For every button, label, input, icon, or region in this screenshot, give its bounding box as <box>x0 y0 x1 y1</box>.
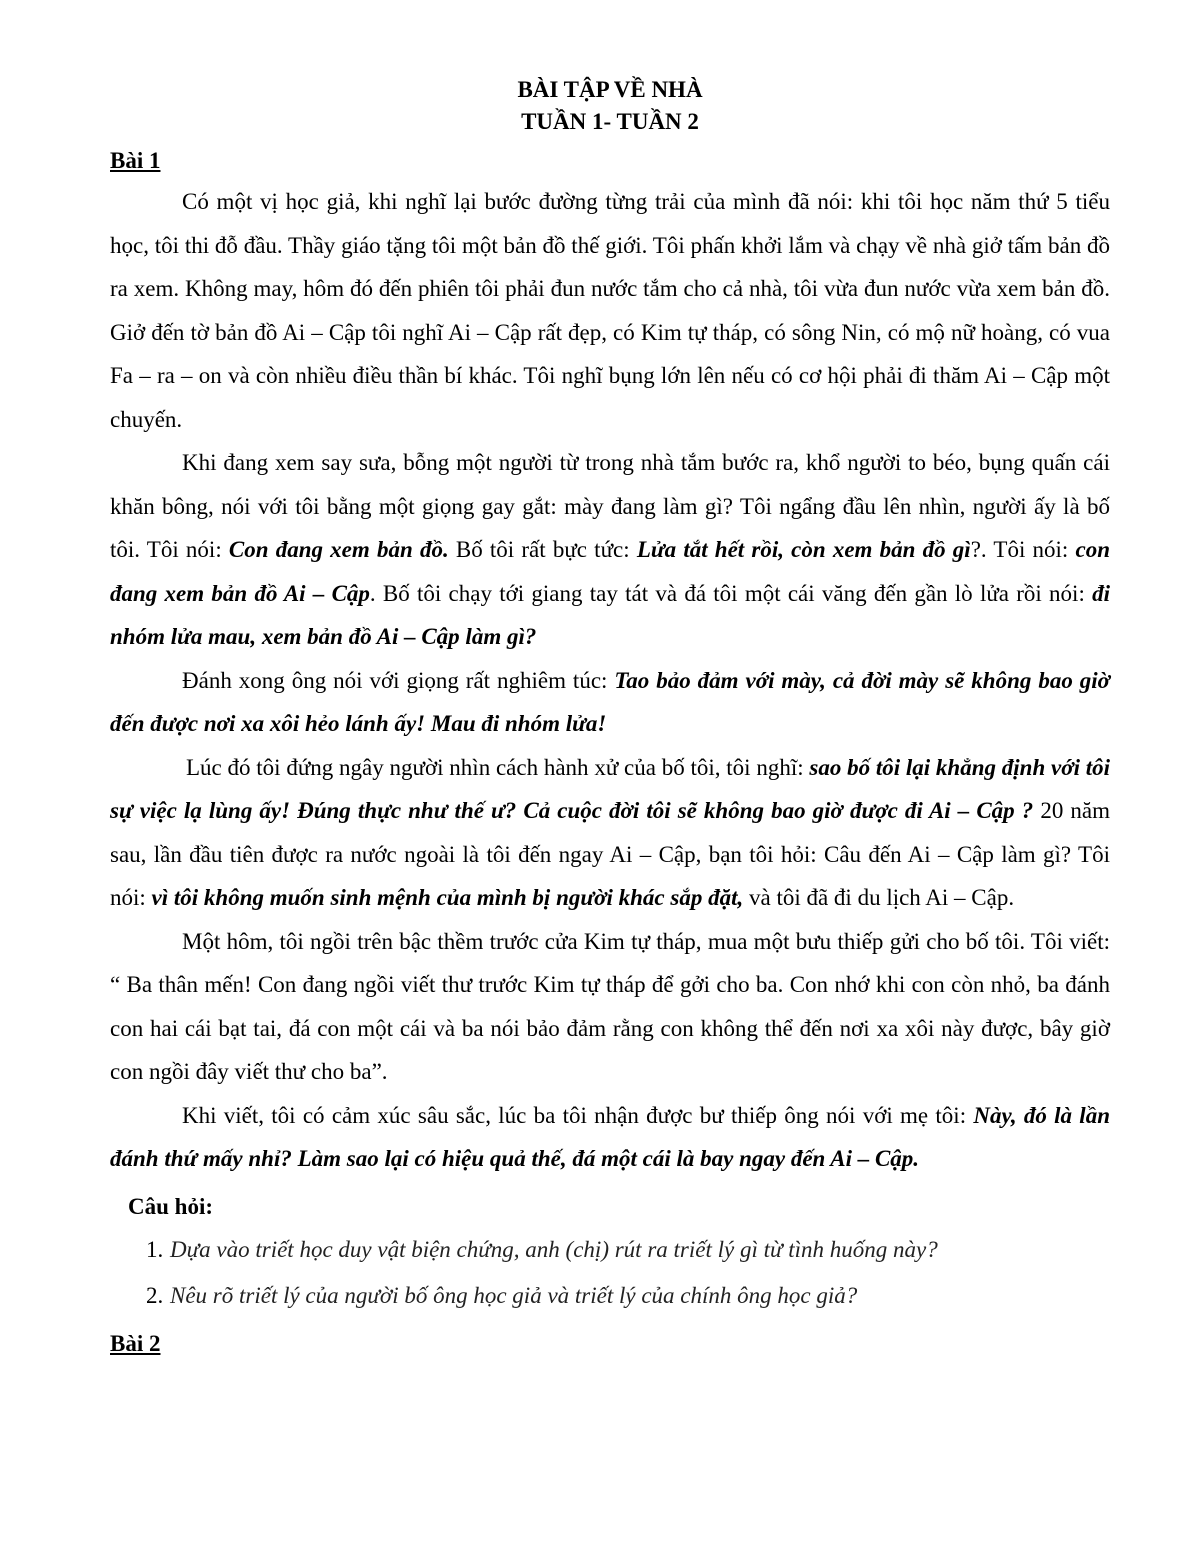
paragraph <box>110 1094 1110 1181</box>
document-title <box>110 74 1110 138</box>
section-1-body <box>110 180 1110 1181</box>
text-run: Lúc đó tôi đứng ngây người nhìn cách hành xử của bố tôi, tôi nghĩ: <box>186 754 810 780</box>
text-run: Khi đang xem say sưa, bỗng một người từ trong nhà tắm bước ra, khổ người to béo, bụng quấn cái khăn bông, nói với tôi bằng một giọng gay gắt: mày đang làm gì? Tôi ngẩng đầu lên nhìn, người ấy là bố tôi. Tôi nói: <box>110 450 1110 562</box>
emphasized-text: sao bố tôi lại khẳng định với tôi sự việc lạ lùng ấy! Đúng thực như thế ư? Cả cuộc đời tôi sẽ không bao giờ được đi Ai – Cập ? <box>110 754 1110 823</box>
question-number: 2. <box>146 1282 164 1308</box>
paragraph <box>110 746 1110 920</box>
question-text: Nêu rõ triết lý của người bố ông học giả và triết lý của chính ông học giả? <box>170 1282 858 1308</box>
title-line-1: BÀI TẬP VỀ NHÀ <box>517 77 703 102</box>
text-run: 20 năm sau, lần đầu tiên được ra nước ngoài là tôi đến ngay Ai – Cập, bạn tôi hỏi: Câu đến Ai – Cập làm gì? Tôi nói: <box>110 798 1110 910</box>
questions-list <box>110 1227 1110 1319</box>
emphasized-text: Này, đó là lần đánh thứ mấy nhỉ? Làm sao lại có hiệu quả thế, đá một cái là bay ngay đến Ai – Cập. <box>110 1102 1110 1171</box>
emphasized-text: Con đang xem bản đồ. <box>228 537 449 562</box>
text-run: Một hôm, tôi ngồi trên bậc thềm trước cửa Kim tự tháp, mua một bưu thiếp gửi cho bố tôi. Tôi viết: “ Ba thân mến! Con đang ngồi viết thư trước Kim tự tháp để gởi cho ba. Con nhớ khi con còn nhỏ, ba đánh con hai cái bạt tai, đá con một cái và ba nói bảo đảm rằng con không thể đến nơi xa xôi này được, bây giờ con ngồi đây viết thư cho ba”. <box>110 928 1110 1084</box>
question-number: 1. <box>146 1236 164 1262</box>
question-text: Dựa vào triết học duy vật biện chứng, anh (chị) rút ra triết lý gì từ tình huống này? <box>170 1236 938 1262</box>
questions-heading: Câu hỏi: <box>128 1193 213 1219</box>
question-item <box>146 1227 1110 1273</box>
paragraph <box>110 920 1110 1094</box>
text-run: Có một vị học giả, khi nghĩ lại bước đường từng trải của mình đã nói: khi tôi học năm thứ 5 tiểu học, tôi thi đỗ đầu. Thầy giáo tặng tôi một bản đồ thế giới. Tôi phấn khởi lắm và chạy về nhà giở tấm bản đồ ra xem. Không may, hôm đó đến phiên tôi phải đun nước tắm cho cả nhà, tôi vừa đun nước vừa xem bản đồ. Giở đến tờ bản đồ Ai – Cập tôi nghĩ Ai – Cập rất đẹp, có Kim tự tháp, có sông Nin, có mộ nữ hoàng, có vua Fa – ra – on và còn nhiều điều thần bí khác. Tôi nghĩ bụng lớn lên nếu có cơ hội phải đi thăm Ai – Cập một chuyến. <box>110 189 1110 432</box>
section-heading-bai-1: Bài 1 <box>110 148 161 173</box>
text-run: . Bố tôi chạy tới giang tay tát và đá tôi một cái văng đến gần lò lửa rồi nói: <box>369 580 1093 606</box>
emphasized-text: vì tôi không muốn sinh mệnh của mình bị người khác sắp đặt, <box>151 885 744 910</box>
emphasized-text: Tao bảo đảm với mày, cả đời mày sẽ không bao giờ đến được nơi xa xôi hẻo lánh ấy! Mau đi nhóm lửa! <box>110 667 1110 736</box>
text-run: Đánh xong ông nói với giọng rất nghiêm túc: <box>182 667 615 693</box>
paragraph <box>110 180 1110 441</box>
emphasized-text: con đang xem bản đồ Ai – Cập <box>110 537 1111 606</box>
text-run: Khi viết, tôi có cảm xúc sâu sắc, lúc ba tôi nhận được bư thiếp ông nói với mẹ tôi: <box>182 1102 974 1128</box>
paragraph <box>110 659 1110 746</box>
emphasized-text: Lửa tắt hết rồi, còn xem bản đồ gì <box>636 537 971 562</box>
title-line-2: TUẦN 1- TUẦN 2 <box>521 109 699 134</box>
paragraph <box>110 441 1110 659</box>
emphasized-text: đi nhóm lửa mau, xem bản đồ Ai – Cập làm gì? <box>110 580 1110 649</box>
question-item <box>146 1273 1110 1319</box>
text-run: và tôi đã đi du lịch Ai – Cập. <box>743 885 1015 910</box>
section-heading-bai-2: Bài 2 <box>110 1330 161 1356</box>
text-run: ?. Tôi nói: <box>970 537 1076 562</box>
document-page <box>110 74 1110 1359</box>
text-run: Bố tôi rất bực tức: <box>448 537 637 562</box>
